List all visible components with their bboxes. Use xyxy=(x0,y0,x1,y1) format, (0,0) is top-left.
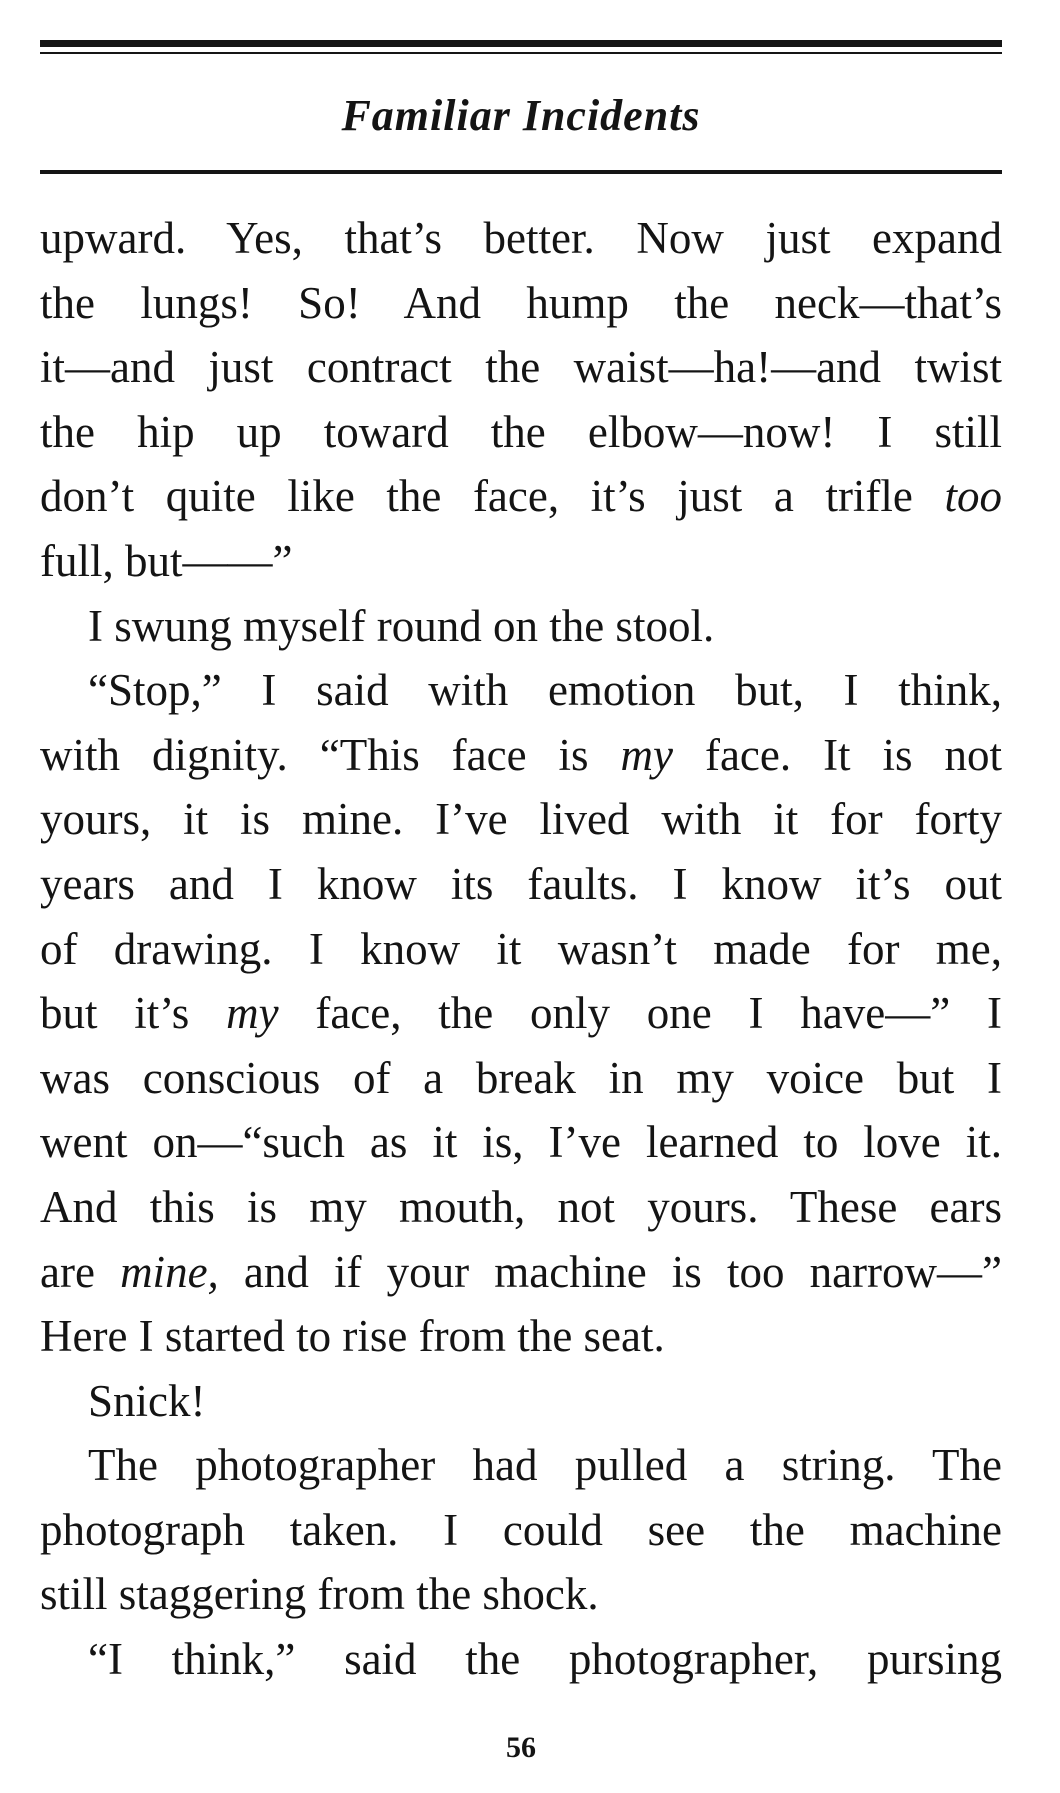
emphasis-my: my xyxy=(620,729,673,780)
text-line: And this is my mouth, not yours. These ears xyxy=(40,1181,1002,1232)
text-segment: are xyxy=(40,1246,121,1297)
emphasis-too: too xyxy=(944,471,1002,522)
text-segment: face. It is not xyxy=(673,729,1002,780)
text-line xyxy=(40,981,1002,1046)
text-line: years and I know its faults. I know it’s out xyxy=(40,858,1002,909)
running-title: Familiar Incidents xyxy=(341,91,701,140)
text-line: Here I started to rise from the seat. xyxy=(40,1311,665,1362)
page-body xyxy=(40,206,1002,1692)
header-rule-thick xyxy=(40,40,1002,47)
text-line: full, but——” xyxy=(40,535,293,586)
text-line: still staggering from the shock. xyxy=(40,1569,599,1620)
text-segment: with dignity. “This face is xyxy=(40,729,621,780)
header-rule-thin xyxy=(40,52,1002,54)
text-line: photograph taken. I could see the machine xyxy=(40,1504,1002,1555)
emphasis-mine: mine, xyxy=(120,1246,219,1297)
text-line: it—and just contract the waist—ha!—and twist xyxy=(40,342,1002,393)
text-line: I swung myself round on the stool. xyxy=(88,600,715,651)
text-line: the lungs! So! And hump the neck—that’s xyxy=(40,277,1002,328)
text-line xyxy=(40,723,1002,788)
header-rule-bottom xyxy=(40,170,1002,174)
text-line: “I think,” said the photographer, pursing xyxy=(88,1634,1002,1685)
text-line: went on—“such as it is, I’ve learned to love it. xyxy=(40,1117,1002,1168)
text-segment: and if your machine is too narrow—” xyxy=(218,1246,1002,1297)
text-line: the hip up toward the elbow—now! I still xyxy=(40,406,1002,457)
text-line xyxy=(40,1240,1002,1305)
text-segment: don’t quite like the face, it’s just a trifle xyxy=(40,471,945,522)
page-number: 56 xyxy=(506,1731,536,1764)
text-line: was conscious of a break in my voice but I xyxy=(40,1052,1002,1103)
text-line: Snick! xyxy=(88,1375,206,1426)
text-line: upward. Yes, that’s better. Now just expand xyxy=(40,213,1002,263)
text-line xyxy=(40,464,1002,529)
text-segment: face, the only one I have—” I xyxy=(278,988,1002,1039)
text-line: “Stop,” I said with emotion but, I think, xyxy=(88,665,1002,716)
text-line: of drawing. I know it wasn’t made for me, xyxy=(40,923,1002,974)
text-line: The photographer had pulled a string. The xyxy=(88,1440,1002,1491)
emphasis-my: my xyxy=(226,988,279,1039)
text-segment: but it’s xyxy=(40,988,227,1039)
text-line: yours, it is mine. I’ve lived with it for forty xyxy=(40,794,1002,845)
